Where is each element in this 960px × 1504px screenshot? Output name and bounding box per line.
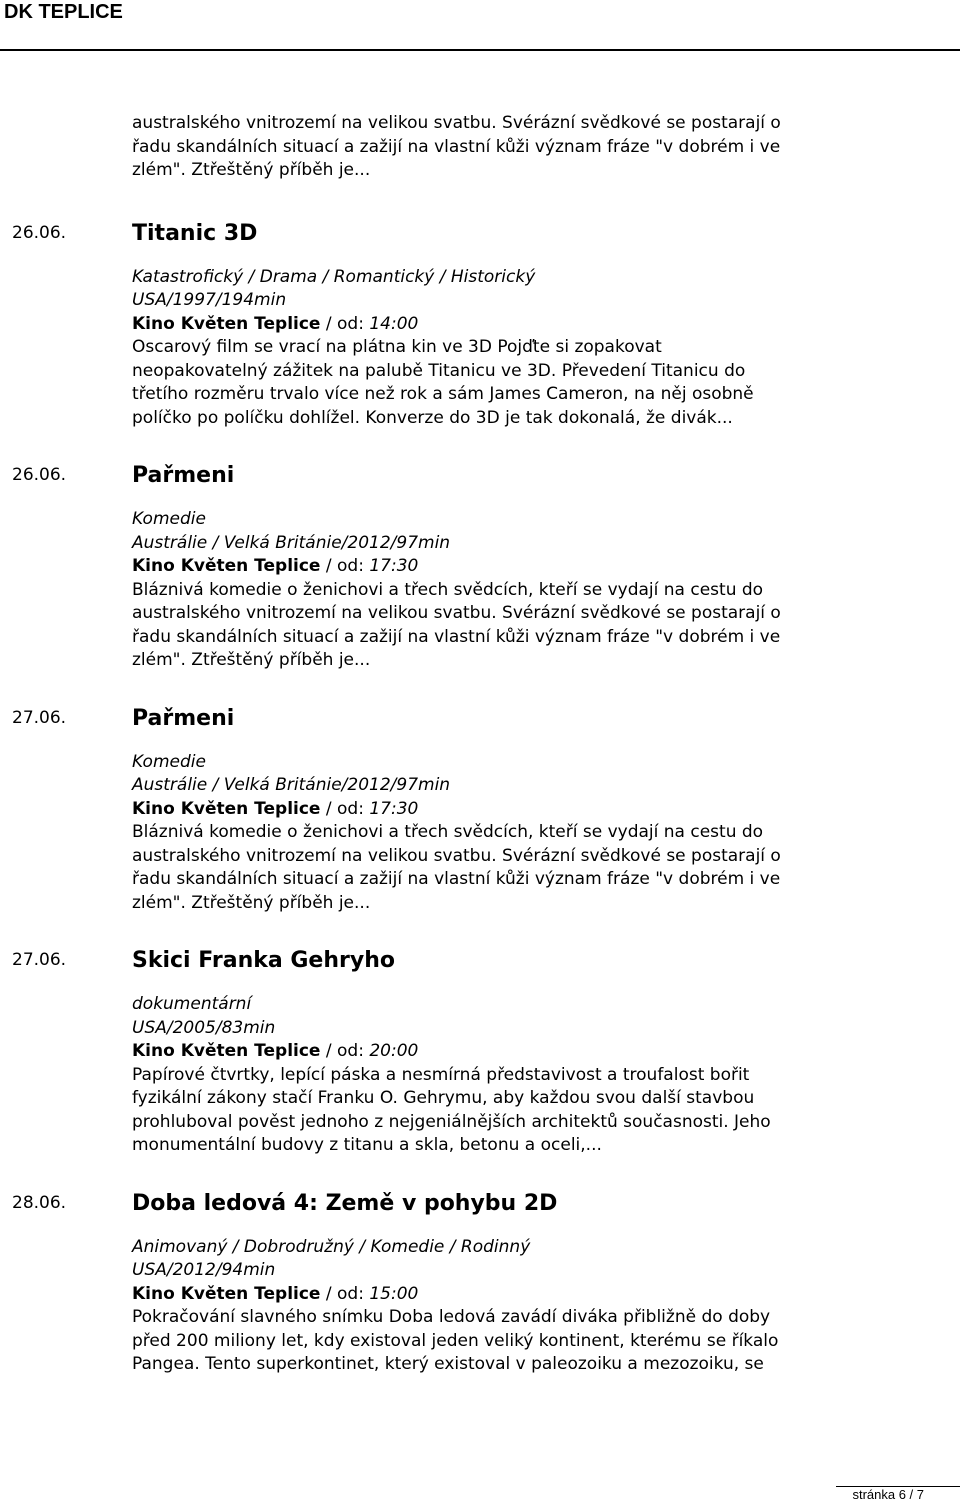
entry-genre: dokumentární — [132, 994, 252, 1014]
cinema-name: Kino Květen Teplice — [132, 1041, 321, 1061]
time-label: / od: — [325, 1041, 364, 1061]
page-header — [0, 0, 960, 52]
entry-showtime — [132, 798, 952, 822]
page-number: stránka 6 / 7 — [852, 1487, 924, 1502]
header-title: DK TEPLICE — [4, 1, 123, 23]
cinema-name: Kino Květen Teplice — [132, 556, 321, 576]
time-label: / od: — [325, 556, 364, 576]
entry-description-line: Papírové čtvrtky, lepící páska a nesmírná představivost a troufalost bořit — [132, 1064, 750, 1085]
entry-description-line: prohluboval pověst jednoho z nejgeniálnějších architektů současnosti. Jeho — [132, 1111, 771, 1132]
cinema-name: Kino Květen Teplice — [132, 798, 321, 819]
entry-genre: Komedie — [132, 751, 206, 772]
entry-showtime — [132, 1040, 952, 1064]
entry-origin: Austrálie / Velká Británie/2012/97min — [132, 775, 451, 795]
entry-description-line: Oscarový film se vrací na plátna kin ve 3D Pojďte si zopakovat — [132, 337, 662, 357]
program-entry — [12, 705, 952, 916]
intro-paragraph — [132, 112, 952, 183]
entry-description-line: třetího rozměru trvalo více než rok a sám James Cameron, na něj osobně — [132, 384, 754, 404]
time-label: / od: — [325, 313, 364, 334]
entry-description-line: řadu skandálních situací a zažijí na vlastní kůži význam fráze "v dobrém i ve — [132, 626, 781, 647]
intro-line: řadu skandálních situací a zažijí na vlastní kůži význam fráze "v dobrém i ve — [132, 136, 781, 157]
entry-title: Skici Franka Gehryho — [132, 948, 395, 973]
entry-showtime — [132, 555, 952, 579]
entry-genre: Katastrofický / Drama / Romantický / Historický — [132, 266, 536, 287]
program-entry — [12, 462, 952, 673]
show-time: 17:30 — [369, 556, 419, 576]
entry-showtime — [132, 313, 952, 337]
entry-description-line: políčko po políčku dohlížel. Konverze do 3D je tak dokonalá, že divák... — [132, 407, 733, 428]
entry-date: 26.06. — [12, 465, 67, 485]
entry-date: 28.06. — [12, 1192, 67, 1213]
cinema-name: Kino Květen Teplice — [132, 313, 321, 334]
entry-origin: USA/2005/83min — [132, 1017, 276, 1038]
entry-genre: Komedie — [132, 509, 206, 529]
entry-description-line: neopakovatelný zážitek na palubě Titanicu ve 3D. Převedení Titanicu do — [132, 360, 746, 381]
entry-description-line: Pokračování slavného snímku Doba ledová zavádí diváka přibližně do doby — [132, 1307, 771, 1327]
entry-description-line: Bláznivá komedie o ženichovi a třech svědcích, kteří se vydají na cestu do — [132, 822, 764, 842]
entry-showtime — [132, 1283, 952, 1307]
entry-genre: Animovaný / Dobrodružný / Komedie / Rodinný — [132, 1236, 531, 1257]
time-label: / od: — [325, 798, 364, 819]
show-time: 14:00 — [369, 313, 419, 334]
intro-line: zlém". Ztřeštěný příběh je... — [132, 160, 371, 180]
program-entry — [12, 220, 952, 431]
entry-description-line: australského vnitrozemí na velikou svatbu. Svérázní svědkové se postarají o — [132, 603, 781, 623]
entry-date: 27.06. — [12, 950, 67, 970]
entry-description-line: Pangea. Tento superkontinet, který existoval v paleozoiku a mezozoiku, se — [132, 1354, 764, 1374]
program-entry — [12, 947, 952, 1158]
program-entry — [12, 1190, 952, 1377]
entry-origin: USA/2012/94min — [132, 1260, 276, 1280]
entry-description-line: před 200 miliony let, kdy existoval jeden veliký kontinent, kterému se říkalo — [132, 1330, 779, 1351]
entry-origin: USA/1997/194min — [132, 290, 287, 310]
entry-title: Doba ledová 4: Země v pohybu 2D — [132, 1190, 558, 1216]
entry-origin: Austrálie / Velká Británie/2012/97min — [132, 532, 451, 553]
show-time: 17:30 — [369, 798, 419, 819]
time-label: / od: — [325, 1283, 364, 1304]
cinema-name: Kino Květen Teplice — [132, 1283, 321, 1304]
entry-description-line: řadu skandálních situací a zažijí na vlastní kůži význam fráze "v dobrém i ve — [132, 869, 781, 889]
entry-description-line: zlém". Ztřeštěný příběh je... — [132, 892, 371, 913]
entry-title: Pařmeni — [132, 705, 235, 731]
entry-title: Pařmeni — [132, 463, 235, 488]
show-time: 20:00 — [369, 1041, 419, 1061]
show-time: 15:00 — [369, 1283, 419, 1304]
entry-description-line: fyzikální zákony stačí Franku O. Gehrymu, aby každou svou další stavbou — [132, 1088, 755, 1108]
entry-description-line: australského vnitrozemí na velikou svatbu. Svérázní svědkové se postarají o — [132, 845, 781, 866]
entry-description-line: monumentální budovy z titanu a skla, betonu a oceli,... — [132, 1135, 602, 1155]
entry-description-line: Bláznivá komedie o ženichovi a třech svědcích, kteří se vydají na cestu do — [132, 579, 764, 600]
header-divider — [0, 49, 960, 51]
entry-description-line: zlém". Ztřeštěný příběh je... — [132, 650, 371, 670]
program-list — [12, 112, 952, 1377]
entry-date: 26.06. — [12, 222, 67, 243]
entry-title: Titanic 3D — [132, 220, 258, 246]
intro-line: australského vnitrozemí na velikou svatbu. Svérázní svědkové se postarají o — [132, 113, 781, 133]
entry-date: 27.06. — [12, 707, 67, 728]
